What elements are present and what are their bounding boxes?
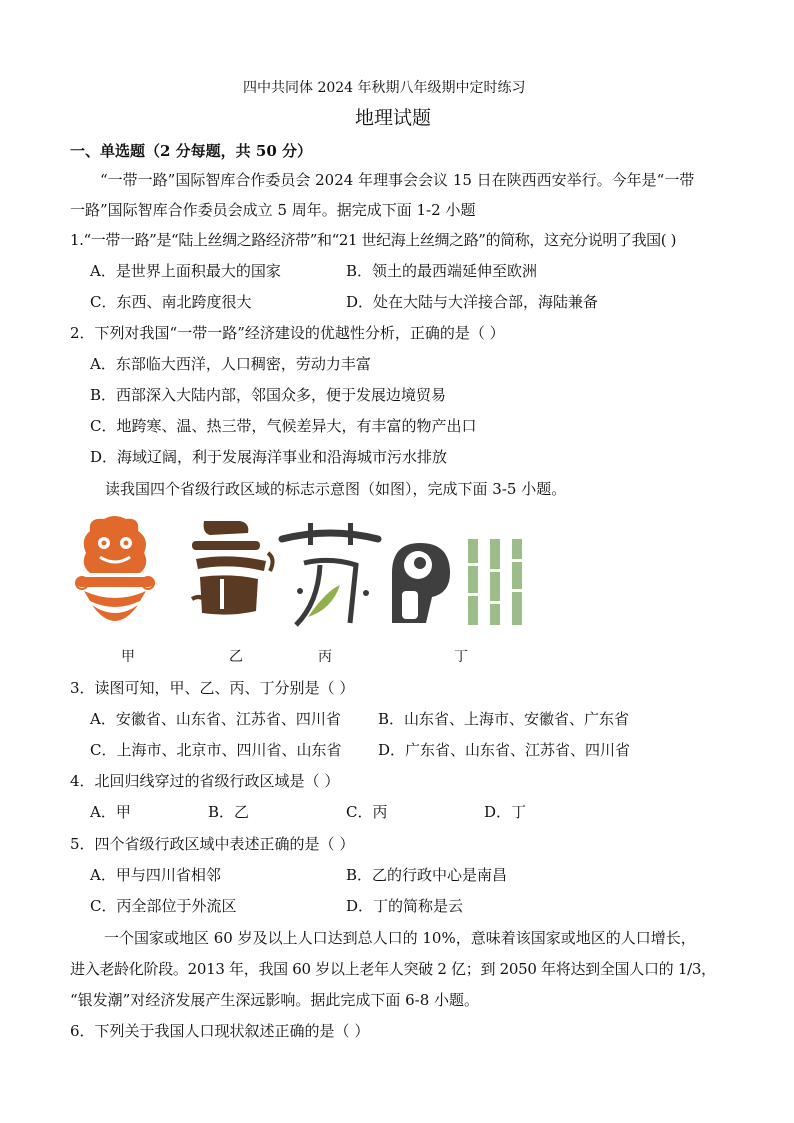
question-2-option-d: D．海域辽阔，利于发展海洋事业和沿海城市污水排放 (90, 448, 448, 466)
province-logos-figure (70, 513, 540, 638)
page-title: 地理试题 (355, 107, 432, 129)
question-1-stem: 1.“一带一路”是“陆上丝绸之路经济带”和“21 世纪海上丝绸之路”的简称，这充分说明了我国( ) (70, 231, 677, 249)
question-5-stem: 5．四个省级行政区域中表述正确的是（ ） (70, 835, 355, 853)
passage-text: 一路”国际智库合作委员会成立 5 周年。据完成下面 1-2 小题 (70, 201, 476, 219)
section-heading: 一、单选题（2 分每题，共 50 分） (70, 142, 312, 160)
question-3-option-a: A．安徽省、山东省、江苏省、四川省 (90, 710, 341, 728)
question-4-option-b: B．乙 (208, 803, 250, 821)
question-1-option-a: A．是世界上面积最大的国家 (90, 262, 281, 280)
page-subtitle: 四中共同体 2024 年秋期八年级期中定时练习 (243, 80, 526, 96)
passage-text: 进入老龄化阶段。2013 年，我国 60 岁以上老年人突破 2 亿；到 2050 年将达到全国人口的 1/3， (70, 960, 716, 978)
figure-label-ding: 丁 (454, 649, 468, 665)
figure-label-yi: 乙 (229, 649, 243, 665)
question-3-option-c: C．上海市、北京市、四川省、山东省 (90, 741, 342, 759)
logo-jia-lion-mask (76, 516, 154, 621)
question-3-stem: 3．读图可知，甲、乙、丙、丁分别是（ ） (70, 679, 355, 697)
question-5-option-c: C．丙全部位于外流区 (90, 897, 237, 915)
question-4-option-c: C．丙 (346, 803, 388, 821)
question-6-stem: 6．下列关于我国人口现状叙述正确的是（ ） (70, 1022, 370, 1040)
question-5-option-a: A．甲与四川省相邻 (90, 866, 221, 884)
passage-text: “银发潮”对经济发展产生深远影响。据此完成下面 6-8 小题。 (70, 991, 480, 1009)
question-5-option-b: B．乙的行政中心是南昌 (346, 866, 508, 884)
question-1-option-c: C．东西、南北跨度很大 (90, 293, 252, 311)
question-5-option-d: D．丁的简称是云 (346, 897, 464, 915)
passage-text: 读我国四个省级行政区域的标志示意图（如图），完成下面 3-5 小题。 (105, 480, 567, 498)
question-4-option-d: D．丁 (484, 803, 527, 821)
question-3-option-d: D．广东省、山东省、江苏省、四川省 (378, 741, 631, 759)
question-3-option-b: B．山东省、上海市、安徽省、广东省 (378, 710, 630, 728)
logo-bing-su-character (282, 523, 378, 625)
passage-text: 一个国家或地区 60 岁及以上人口达到总人口的 10%，意味着该国家或地区的人口增长， (104, 929, 696, 947)
question-4-stem: 4．北回归线穿过的省级行政区域是（ ） (70, 772, 340, 790)
figure-label-jia: 甲 (121, 649, 135, 665)
question-2-option-a: A．东部临大西洋，人口稠密，劳动力丰富 (90, 355, 371, 373)
passage-text: “一带一路”国际智库合作委员会 2024 年理事会会议 15 日在陕西西安举行。今年是“一带 (100, 171, 695, 189)
question-1-option-d: D．处在大陆与大洋接合部，海陆兼备 (346, 293, 599, 311)
figure-label-bing: 丙 (318, 649, 332, 665)
question-2-stem: 2．下列对我国“一带一路”经济建设的优越性分析，正确的是（ ） (70, 324, 505, 342)
question-2-option-b: B．西部深入大陆内部，邻国众多，便于发展边境贸易 (90, 386, 447, 404)
question-1-option-b: B．领土的最西端延伸至欧洲 (346, 262, 538, 280)
question-4-option-a: A．甲 (90, 803, 131, 821)
logo-ding-panda-bamboo (392, 539, 524, 625)
question-2-option-c: C．地跨寒、温、热三带，气候差异大，有丰富的物产出口 (90, 417, 477, 435)
logo-yi-scroll (192, 521, 273, 615)
